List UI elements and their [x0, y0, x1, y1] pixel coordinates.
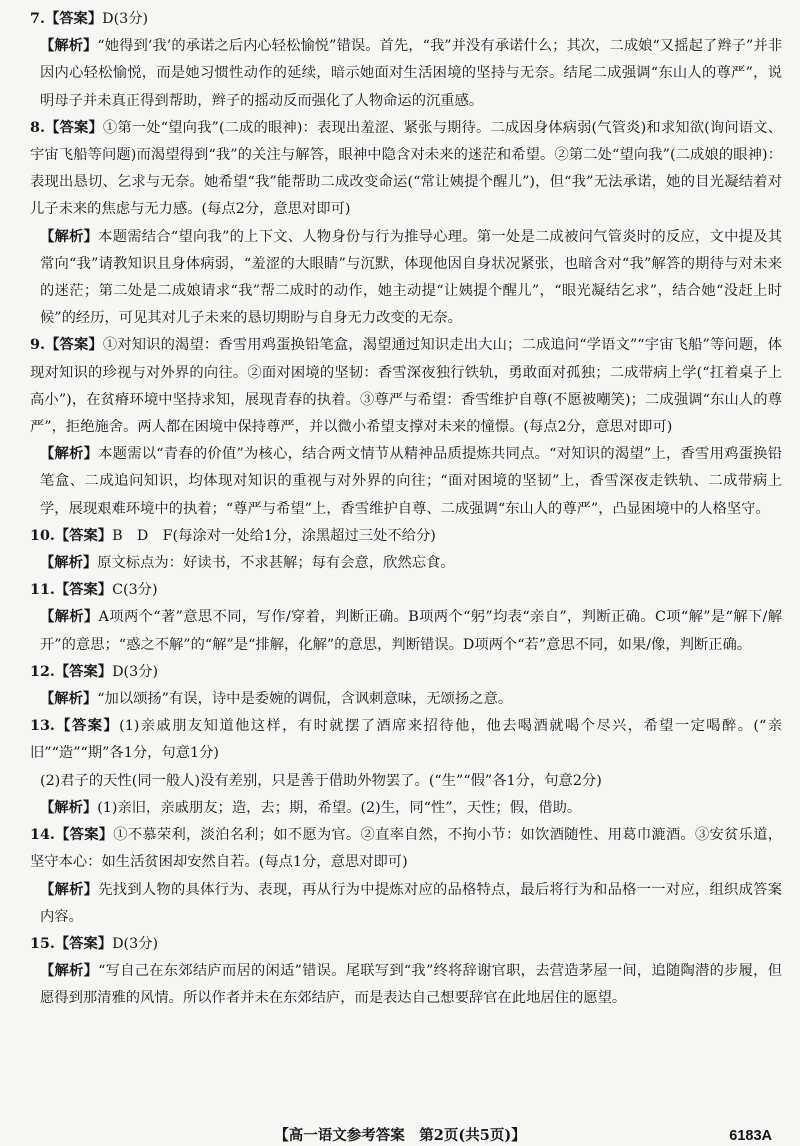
answer-item-10	[30, 523, 782, 577]
answer-item-7	[30, 6, 782, 115]
analysis-text: 先找到人物的具体行为、表现，再从行为中提炼对应的品格特点，最后将行为和品格一一对应，组织成答案内容。	[40, 881, 782, 925]
item-number: 12.	[30, 663, 55, 680]
answer-item-14	[30, 822, 782, 931]
answer-text: B D F(每涂对一处给1分，涂黑超过三处不给分)	[112, 527, 436, 544]
analysis-tag: 【解析】	[40, 38, 98, 55]
answer-item-11	[30, 577, 782, 659]
analysis-text: 本题需以“青春的价值”为核心，结合两文情节从精神品质提炼共同点。“对知识的渴望”上，香雪用鸡蛋换铅笔盒、二成追问知识，均体现对知识的重视与对外界的向往；“面对困境的坚韧”上，香雪深夜走铁轨、二成带病上学，展现艰难环境中的执着；“尊严与希望”上，香雪维护自尊、二成强调“东山人的尊严”，凸显困境中的人格坚守。	[40, 446, 783, 517]
answer-tag: 【答案】	[54, 718, 120, 735]
answer-text: ①不慕荣利，淡泊名利；如不愿为官。②直率自然，不拘小节：如饮酒随性、用葛巾漉酒。③安贫乐道，坚守本心：如生活贫困却安然自若。(每点1分，意思对即可)	[30, 827, 783, 871]
answer-tag: 【答案】	[44, 337, 103, 354]
answer-text: D(3分)	[112, 663, 159, 680]
item-number: 10.	[30, 527, 55, 544]
item-number: 7.	[30, 11, 45, 27]
item-number: 8.	[30, 119, 45, 136]
answer-text: C(3分)	[112, 582, 158, 599]
analysis-text: A项两个“著”意思不同，写作/穿着，判断正确。B项两个“躬”均表“亲自”，判断正确。C项“解”是“解下/解开”的意思；“惑之不解”的“解”是“排解，化解”的意思，判断错误。D项两个“若”意思不同，如果/像，判断正确。	[40, 609, 782, 653]
answer-item-13	[30, 713, 782, 822]
analysis-tag: 【解析】	[40, 555, 98, 572]
answer-tag: 【答案】	[44, 119, 103, 136]
item-number: 14.	[30, 827, 55, 844]
analysis-tag: 【解析】	[40, 228, 99, 245]
analysis-tag: 【解析】	[40, 446, 99, 463]
analysis-tag: 【解析】	[40, 963, 99, 980]
analysis-tag: 【解析】	[40, 799, 98, 816]
analysis-text: “她得到‘我’的承诺之后内心轻松愉悦”错误。首先，“我”并没有承诺什么；其次，二成娘“又摇起了辫子”并非因内心轻松愉悦，而是她习惯性动作的延续，暗示她面对生活困境的坚持与无奈。结尾二成强调“东山人的尊严”，说明母子并未真正得到帮助，辫子的摇动反而强化了人物命运的沉重感。	[40, 38, 782, 109]
answer-item-8	[30, 115, 782, 333]
answer-text: ①对知识的渴望：香雪用鸡蛋换铅笔盒，渴望通过知识走出大山；二成追问“学语文”“宇宙飞船”等问题，体现对知识的珍视与对外界的向往。②面对困境的坚韧：香雪深夜独行铁轨，勇敢面对孤独；二成带病上学(“扛着桌子上高小”)，在贫瘠环境中坚持求知，展现青春的执着。③尊严与希望：香雪维护自尊(不愿被嘲笑)；二成强调“东山人的尊严”，拒绝施舍。两人都在困境中保持尊严，并以微小希望支撑对未来的憧憬。(每点2分，意思对即可)	[30, 337, 782, 436]
answer-item-15	[30, 931, 782, 1013]
answer-tag: 【答案】	[54, 663, 113, 680]
answer-tag: 【答案】	[44, 11, 103, 27]
answer-text: (1)亲戚朋友知道他这样，有时就摆了酒席来招待他，他去喝酒就喝个尽兴，希望一定喝醉。(“亲旧”“造”“期”各1分，句意1分)	[30, 718, 782, 762]
answer-item-9	[30, 332, 782, 522]
footer-code: 6183A	[729, 1128, 772, 1144]
analysis-tag: 【解析】	[40, 609, 99, 626]
item-number: 13.	[30, 718, 55, 735]
answer-text: D(3分)	[112, 935, 159, 952]
analysis-text: “写自己在东郊结庐而居的闲适”错误。尾联写到“我”终将辞谢官职，去营造茅屋一间，追随陶潜的步履，但愿得到那清雅的风情。所以作者并未在东郊结庐，而是表达自己想要辞官在此地居住的愿望。	[40, 963, 783, 1007]
analysis-text: (1)亲旧，亲戚朋友；造，去；期，希望。(2)生，同“性”，天性；假，借助。	[97, 799, 582, 816]
answer-tag: 【答案】	[54, 527, 113, 544]
analysis-text: 本题需结合“望向我”的上下文、人物身份与行为推导心理。第一处是二成被问气管炎时的反应，文中提及其常向“我”请教知识且身体病弱，“羞涩的大眼睛”与沉默，体现他因自身状况紧张，也暗含对“我”解答的期待与对未来的迷茫；第二处是二成娘请求“我”帮二成时的动作，她主动提“让姨提个醒儿”，“眼光凝结乞求”，结合她“没赶上时候”的经历，可见其对儿子未来的恳切期盼与自身无力改变的无奈。	[40, 228, 782, 327]
answer-tag: 【答案】	[54, 827, 114, 844]
footer-title: 【高一语文参考答案 第2页(共5页)】	[274, 1127, 526, 1144]
analysis-tag: 【解析】	[40, 881, 99, 898]
item-number: 11.	[30, 582, 55, 599]
answer-text-part-2: (2)君子的天性(同一般人)没有差别，只是善于借助外物罢了。(“生”“假”各1分，句意2分)	[40, 772, 602, 789]
analysis-text: 原文标点为：好读书，不求甚解；每有会意，欣然忘食。	[97, 555, 455, 572]
item-number: 15.	[30, 935, 55, 952]
answer-tag: 【答案】	[54, 935, 113, 952]
answer-tag: 【答案】	[54, 582, 113, 599]
answer-item-12	[30, 659, 782, 713]
answer-text: ①第一处“望向我”(二成的眼神)：表现出羞涩、紧张与期待。二成因身体病弱(气管炎)和求知欲(询问语文、宇宙飞船等问题)而渴望得到“我”的关注与解答，眼神中隐含对未来的迷茫和希望。②第二处“望向我”(二成娘的眼神)：表现出恳切、乞求与无奈。她希望“我”能帮助二成改变命运(“常让姨提个醒儿”)，但“我”无法承诺，她的目光凝结着对儿子未来的焦虑与无力感。(每点2分，意思对即可)	[30, 119, 782, 218]
answer-text: D(3分)	[102, 11, 149, 27]
analysis-text: “加以颂扬”有误，诗中是委婉的调侃，含讽刺意味，无颂扬之意。	[97, 691, 513, 708]
item-number: 9.	[30, 337, 45, 354]
analysis-tag: 【解析】	[40, 691, 98, 708]
